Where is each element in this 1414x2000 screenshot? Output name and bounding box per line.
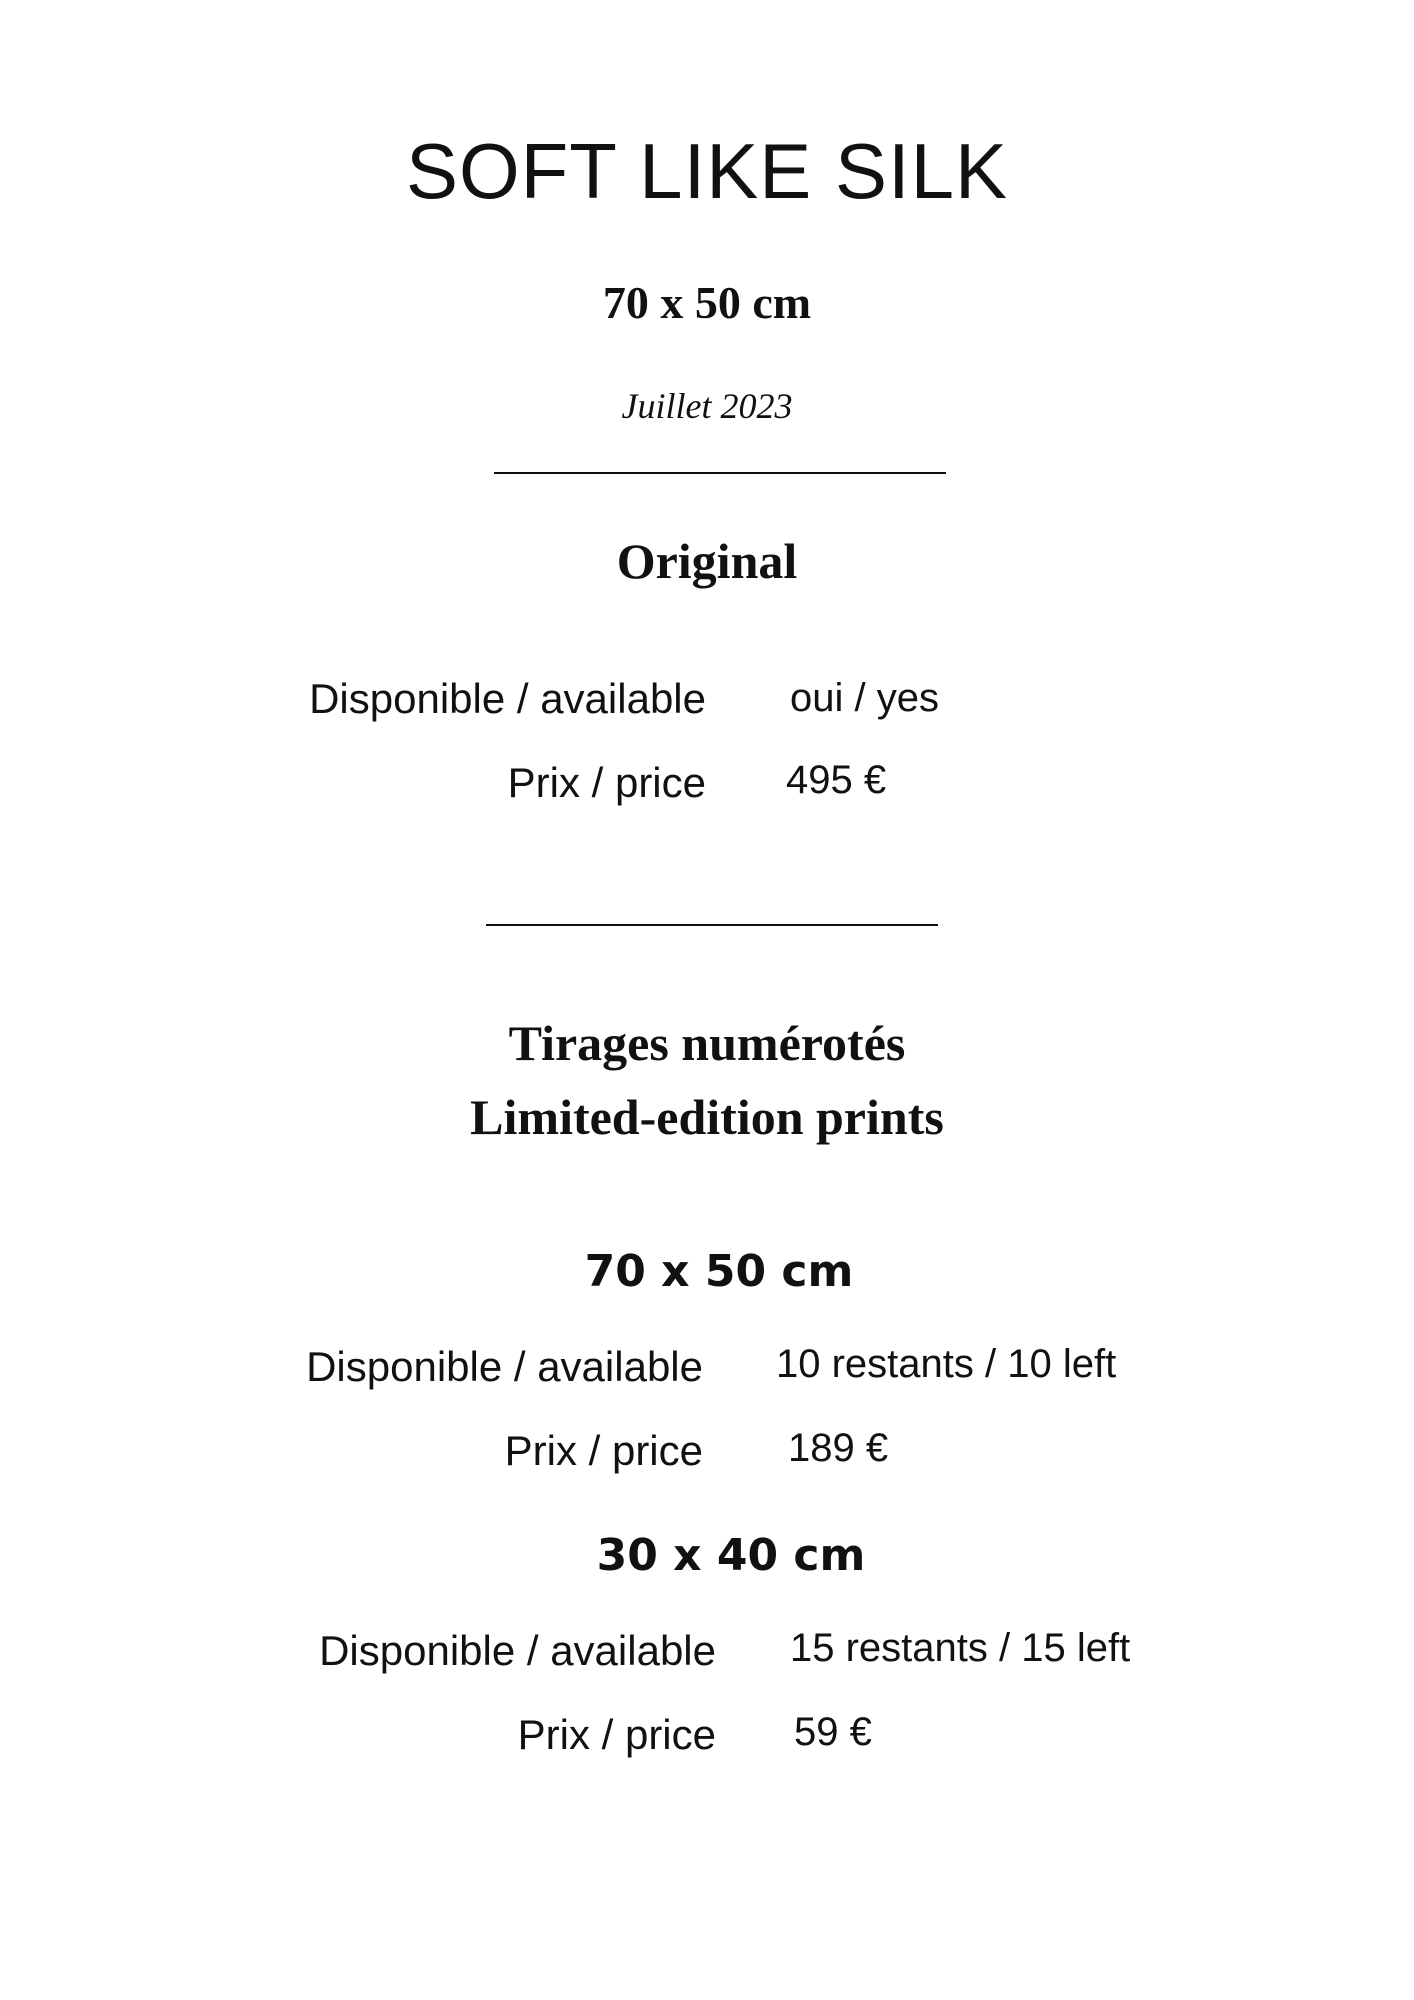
artwork-dimensions: 70 x 50 cm (602, 277, 812, 328)
original-heading: Original (616, 533, 798, 589)
prints-heading-en: Limited-edition prints (470, 1089, 944, 1145)
print-price-label: Prix / price (517, 1711, 716, 1758)
artwork-title: SOFT LIKE SILK (405, 127, 1009, 215)
prints-heading-fr: Tirages numérotés (508, 1015, 906, 1071)
print-available-value: 10 restants / 10 left (776, 1342, 1117, 1386)
print-price-label: Prix / price (504, 1427, 703, 1474)
original-available-label: Disponible / available (309, 675, 706, 722)
original-price-label: Prix / price (507, 759, 706, 806)
original-available-value: oui / yes (790, 676, 939, 720)
print-available-label: Disponible / available (306, 1343, 703, 1390)
print-available-label: Disponible / available (319, 1627, 716, 1674)
print-size-heading: 30 x 40 cm (596, 1530, 866, 1581)
print-available-value: 15 restants / 15 left (790, 1626, 1131, 1670)
divider (494, 472, 946, 474)
divider (486, 924, 938, 926)
artwork-date: Juillet 2023 (621, 386, 793, 426)
print-price-value: 189 € (788, 1426, 889, 1470)
original-price-value: 495 € (786, 758, 887, 802)
print-price-value: 59 € (794, 1710, 872, 1754)
print-size-heading: 70 x 50 cm (584, 1246, 854, 1297)
